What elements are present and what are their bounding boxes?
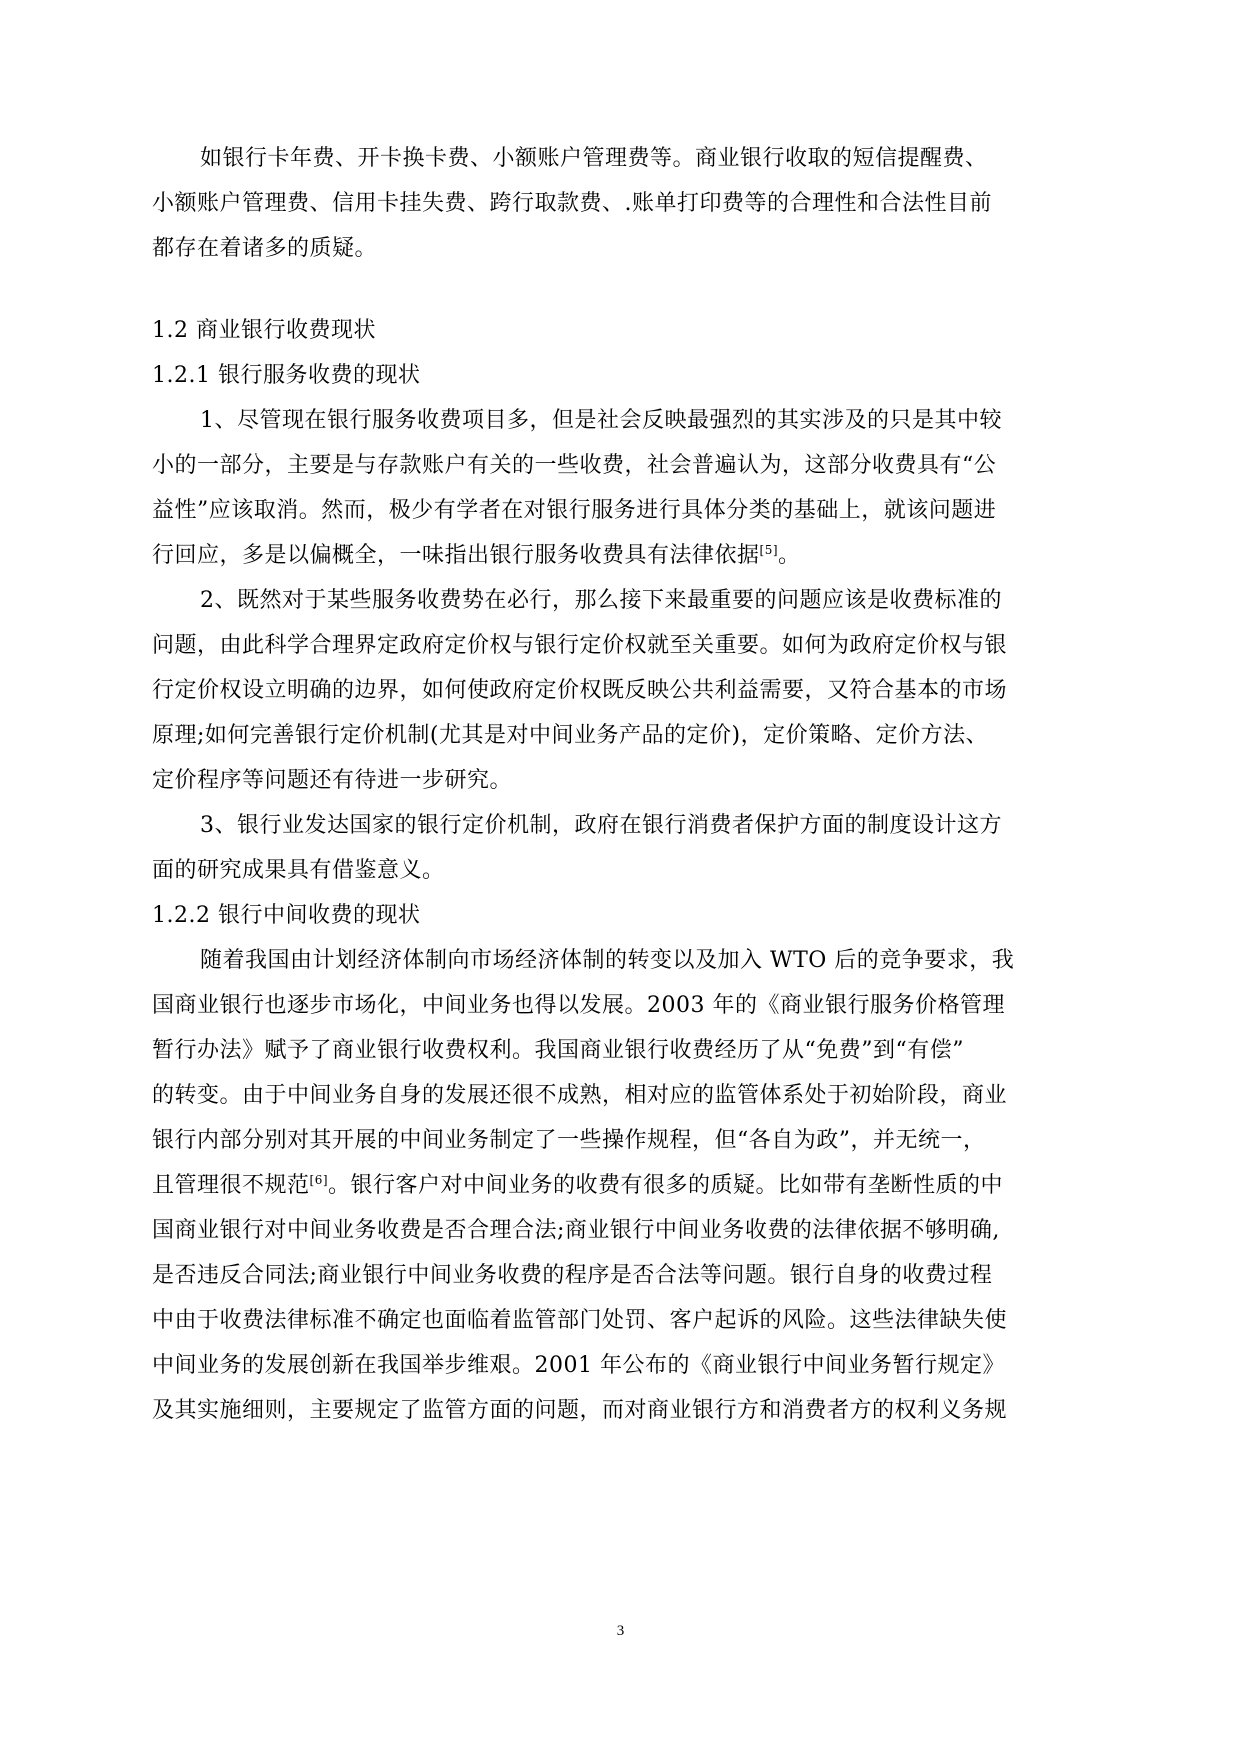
item1-line: 小的一部分，主要是与存款账户有关的一些收费，社会普遍认为，这部分收费具有“公 [152,453,997,478]
final-para-line: 是否违反合同法;商业银行中间业务收费的程序是否合法等问题。银行自身的收费过程 [152,1263,993,1288]
item2-line: 原理;如何完善银行定价机制(尤其是对中间业务产品的定价)，定价策略、定价方法、 [152,723,989,748]
final-para-line: 中间业务的发展创新在我国举步维艰。2001 年公布的《商业银行中间业务暂行规定》 [152,1353,1005,1378]
final-para-line: 银行内部分别对其开展的中间业务制定了一些操作规程，但“各自为政”，并无统一， [152,1128,986,1153]
item1-period: 。 [778,543,801,568]
text-line: 都存在着诸多的质疑。 [152,236,378,261]
item2-line: 行定价权设立明确的边界，如何使政府定价权既反映公共利益需要，又符合基本的市场 [152,678,1008,703]
final-para-line: 国商业银行也逐步市场化，中间业务也得以发展。2003 年的《商业银行服务价格管理 [152,993,1005,1018]
final-para-line: 暂行办法》赋予了商业银行收费权利。我国商业银行收费经历了从“免费”到“有偿” [152,1038,964,1063]
item2-line: 定价程序等问题还有待进一步研究。 [152,768,513,793]
final-para-line: 的转变。由于中间业务自身的发展还很不成熟，相对应的监管体系处于初始阶段，商业 [152,1083,1008,1108]
final-para-line: 国商业银行对中间业务收费是否合理合法;商业银行中间业务收费的法律依据不够明确, [152,1218,1000,1243]
heading-1-2-2: 1.2.2 银行中间收费的现状 [152,903,421,928]
item1-line-text: 行回应，多是以偏概全，一味指出银行服务收费具有法律依据 [152,543,760,568]
item1-line: 益性”应该取消。然而，极少有学者在对银行服务进行具体分类的基础上，就该问题进 [152,498,997,523]
text-line: 如银行卡年费、开卡换卡费、小额账户管理费等。商业银行收取的短信提醒费、 [200,146,988,171]
item1-last-line [152,533,1094,578]
heading-1-2-1: 1.2.1 银行服务收费的现状 [152,363,421,388]
final-para-line: 及其实施细则，主要规定了监管方面的问题，而对商业银行方和消费者方的权利义务规 [152,1398,1008,1423]
section-1-2 [152,308,1094,1433]
citation-5: [5] [759,543,779,557]
item1-line: 1、尽管现在银行服务收费项目多，但是社会反映最强烈的其实涉及的只是其中较 [200,408,1002,433]
final-para-line: 中由于收费法律标准不确定也面临着监管部门处罚、客户起诉的风险。这些法律缺失使 [152,1308,1008,1333]
final-para-line: 随着我国由计划经济体制向市场经济体制的转变以及加入 WTO 后的竞争要求，我 [200,948,1015,973]
final-para-ref-line [152,1163,1094,1208]
final-para-ref-end: 。银行客户对中间业务的收费有很多的质疑。比如带有垄断性质的中 [328,1173,1004,1198]
heading-1-2: 1.2 商业银行收费现状 [152,318,376,343]
citation-6: [6] [309,1173,329,1187]
item3-line: 面的研究成果具有借鉴意义。 [152,858,445,883]
final-para-ref-start: 且管理很不规范 [152,1173,310,1198]
text-line: 小额账户管理费、信用卡挂失费、跨行取款费、.账单打印费等的合理性和合法性目前 [152,191,992,216]
item3-line: 3、银行业发达国家的银行定价机制，政府在银行消费者保护方面的制度设计这方 [200,813,1002,838]
item2-line: 问题，由此科学合理界定政府定价权与银行定价权就至关重要。如何为政府定价权与银 [152,633,1008,658]
paragraph-continuation [152,136,1094,271]
item2-line: 2、既然对于某些服务收费势在必行，那么接下来最重要的问题应该是收费标准的 [200,588,1002,613]
page-number: 3 [616,1623,625,1639]
